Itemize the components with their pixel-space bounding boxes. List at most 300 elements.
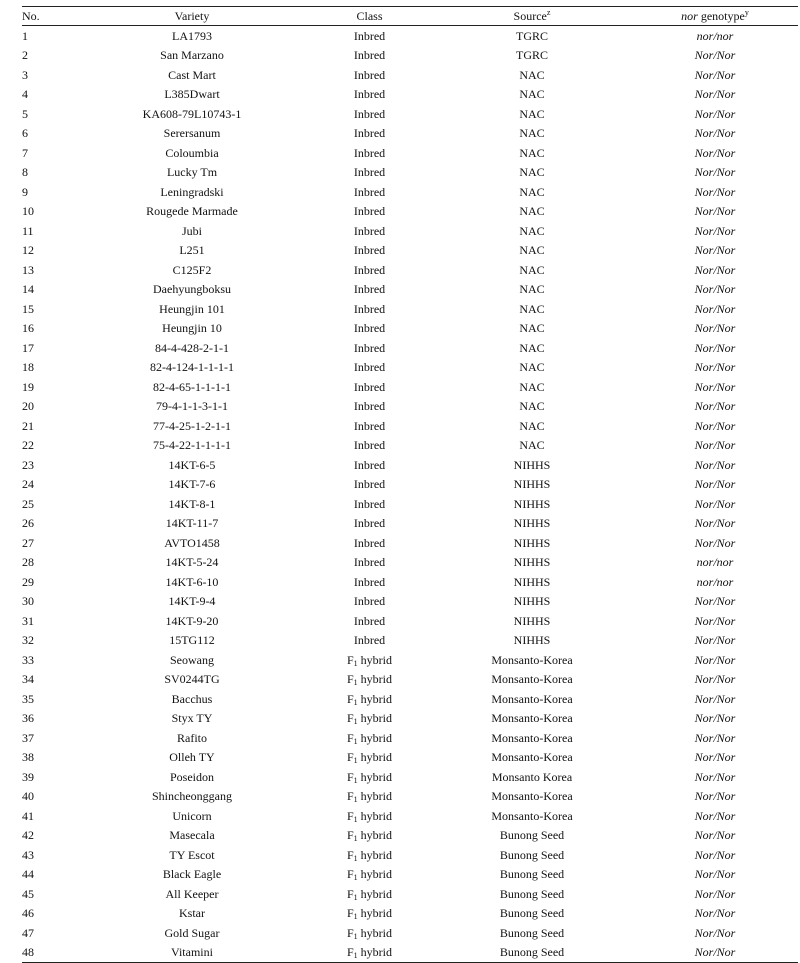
class-hybrid-subscript: 1: [353, 912, 358, 922]
variety-name: 77-4-25-1-2-1-1: [153, 418, 231, 433]
variety-source: NAC: [519, 106, 545, 121]
variety-class: Inbred: [353, 223, 386, 238]
class-hybrid-suffix: hybrid: [357, 652, 393, 667]
table-row: [22, 494, 798, 514]
variety-source: NAC: [519, 321, 545, 336]
variety-class: [307, 728, 432, 748]
header-genotype-gene: nor: [681, 9, 698, 23]
header-class: Class: [307, 7, 432, 26]
nor-genotype: Nor/Nor: [694, 223, 736, 238]
variety-name: Heungjin 10: [162, 321, 222, 336]
row-number: 12: [22, 243, 34, 258]
row-number: 39: [22, 769, 34, 784]
table-row: [22, 943, 798, 963]
variety-source: NAC: [519, 282, 545, 297]
class-hybrid-prefix: F: [346, 945, 354, 960]
variety-source: NAC: [519, 87, 545, 102]
row-number: 48: [22, 943, 77, 963]
row-number: 7: [22, 145, 28, 160]
class-hybrid-prefix: F: [346, 769, 354, 784]
table-row: [22, 221, 798, 241]
nor-genotype: Nor/Nor: [694, 496, 736, 511]
header-no: No.: [22, 7, 77, 26]
row-number: 8: [22, 165, 28, 180]
class-hybrid-subscript: 1: [353, 658, 358, 668]
table-row: [22, 865, 798, 885]
row-number: 42: [22, 828, 34, 843]
class-hybrid-suffix: hybrid: [357, 925, 393, 940]
nor-genotype: Nor/Nor: [694, 165, 736, 180]
class-hybrid-subscript: 1: [353, 892, 358, 902]
row-number: 30: [22, 594, 34, 609]
variety-name: Kstar: [179, 906, 205, 921]
variety-name: 82-4-124-1-1-1-1: [150, 360, 234, 375]
row-number: 3: [22, 67, 28, 82]
variety-source: Monsanto-Korea: [491, 808, 573, 823]
class-hybrid-suffix: hybrid: [357, 828, 393, 843]
row-number: 41: [22, 808, 34, 823]
variety-class: Inbred: [353, 399, 386, 414]
variety-name: 14KT-11-7: [165, 516, 219, 531]
table-row: [22, 904, 798, 924]
table-row: [22, 514, 798, 534]
table-row: [22, 806, 798, 826]
nor-genotype: Nor/Nor: [694, 106, 736, 121]
variety-source: NAC: [519, 204, 545, 219]
variety-name: Serersanum: [163, 126, 221, 141]
row-number: 25: [22, 496, 34, 511]
variety-source: NIHHS: [513, 457, 551, 472]
class-hybrid-prefix: F: [346, 672, 354, 687]
table-row: [22, 143, 798, 163]
row-number: 22: [22, 438, 34, 453]
variety-class: Inbred: [353, 262, 386, 277]
variety-name: 14KT-7-6: [168, 477, 216, 492]
row-number: 6: [22, 126, 28, 141]
variety-name: 14KT-6-5: [168, 457, 216, 472]
variety-name: AVTO1458: [164, 535, 220, 550]
variety-class: [307, 650, 432, 670]
variety-class: Inbred: [353, 67, 386, 82]
table-body: [22, 26, 798, 963]
class-hybrid-suffix: hybrid: [357, 867, 393, 882]
nor-genotype: nor/nor: [696, 28, 734, 43]
variety-class: [307, 884, 432, 904]
row-number: 43: [22, 847, 34, 862]
variety-source: TGRC: [515, 28, 548, 43]
class-hybrid-prefix: F: [346, 808, 354, 823]
row-number: 34: [22, 672, 34, 687]
nor-genotype: Nor/Nor: [694, 730, 736, 745]
row-number: 24: [22, 477, 34, 492]
table-row: [22, 572, 798, 592]
nor-genotype: Nor/Nor: [694, 282, 736, 297]
table-row: [22, 689, 798, 709]
class-hybrid-suffix: hybrid: [357, 750, 393, 765]
row-number: 37: [22, 730, 34, 745]
variety-name: Lucky Tm: [166, 165, 218, 180]
nor-genotype: Nor/Nor: [694, 301, 736, 316]
variety-name: TY Escot: [169, 847, 215, 862]
class-hybrid-subscript: 1: [353, 678, 358, 688]
variety-name: Leningradski: [160, 184, 224, 199]
table-row: [22, 65, 798, 85]
variety-source: NIHHS: [513, 555, 551, 570]
variety-class: [307, 943, 432, 963]
variety-source: NAC: [519, 165, 545, 180]
class-hybrid-suffix: hybrid: [357, 711, 393, 726]
variety-source: NAC: [519, 184, 545, 199]
nor-genotype: Nor/Nor: [694, 87, 736, 102]
variety-source: NIHHS: [513, 477, 551, 492]
variety-source: Monsanto-Korea: [491, 711, 573, 726]
table-row: [22, 884, 798, 904]
variety-name: KA608-79L10743-1: [142, 106, 242, 121]
table-row: [22, 670, 798, 690]
variety-source: NAC: [519, 67, 545, 82]
row-number: 27: [22, 535, 34, 550]
variety-name: Styx TY: [171, 711, 213, 726]
row-number: 20: [22, 399, 34, 414]
variety-class: Inbred: [353, 496, 386, 511]
header-variety: Variety: [77, 7, 307, 26]
class-hybrid-suffix: hybrid: [357, 672, 393, 687]
class-hybrid-suffix: hybrid: [357, 691, 393, 706]
header-source-label: Source: [513, 9, 547, 23]
variety-class: Inbred: [353, 516, 386, 531]
variety-name: SV0244TG: [164, 672, 220, 687]
variety-class: Inbred: [353, 633, 386, 648]
nor-genotype: Nor/Nor: [694, 184, 736, 199]
variety-class: Inbred: [353, 477, 386, 492]
table-row: [22, 631, 798, 651]
variety-source: NIHHS: [513, 594, 551, 609]
header-genotype-label: genotype: [697, 9, 745, 23]
nor-genotype: Nor/Nor: [694, 711, 736, 726]
variety-source: Bunong Seed: [499, 828, 565, 843]
variety-source: Monsanto-Korea: [491, 672, 573, 687]
nor-genotype: Nor/Nor: [694, 243, 736, 258]
variety-source: NIHHS: [513, 516, 551, 531]
variety-class: Inbred: [353, 360, 386, 375]
table-row: [22, 455, 798, 475]
variety-name: Bacchus: [171, 691, 213, 706]
variety-source: Monsanto-Korea: [491, 789, 573, 804]
variety-class: Inbred: [353, 145, 386, 160]
variety-class: Inbred: [353, 282, 386, 297]
variety-source: NAC: [519, 418, 545, 433]
nor-genotype: Nor/Nor: [694, 847, 736, 862]
class-hybrid-prefix: F: [346, 847, 354, 862]
table-row: [22, 397, 798, 417]
variety-name: Cast Mart: [168, 67, 216, 82]
variety-name: Olleh TY: [169, 750, 215, 765]
variety-source: Bunong Seed: [499, 847, 565, 862]
variety-name: 79-4-1-1-3-1-1: [156, 399, 228, 414]
class-hybrid-prefix: F: [346, 789, 354, 804]
variety-class: Inbred: [353, 340, 386, 355]
table-row: [22, 436, 798, 456]
nor-genotype: Nor/Nor: [694, 613, 736, 628]
variety-class: Inbred: [353, 87, 386, 102]
variety-class: Inbred: [353, 379, 386, 394]
variety-class: Inbred: [353, 321, 386, 336]
variety-name: Daehyungboksu: [153, 282, 231, 297]
variety-source: Bunong Seed: [499, 886, 565, 901]
row-number: 26: [22, 516, 34, 531]
class-hybrid-prefix: F: [346, 730, 354, 745]
nor-genotype: Nor/Nor: [694, 457, 736, 472]
variety-source: NAC: [519, 301, 545, 316]
nor-genotype: Nor/Nor: [694, 535, 736, 550]
table-row: [22, 202, 798, 222]
variety-name: San Marzano: [160, 48, 224, 63]
nor-genotype: Nor/Nor: [694, 750, 736, 765]
variety-class: [307, 767, 432, 787]
header-genotype-footnote: y: [744, 8, 749, 17]
row-number: 45: [22, 886, 34, 901]
variety-class: [307, 670, 432, 690]
header-source: [432, 7, 632, 26]
table-row: [22, 338, 798, 358]
variety-name: 14KT-6-10: [165, 574, 219, 589]
variety-class: Inbred: [353, 184, 386, 199]
variety-source: Bunong Seed: [499, 867, 565, 882]
class-hybrid-subscript: 1: [353, 736, 358, 746]
variety-class: Inbred: [353, 613, 386, 628]
variety-class: Inbred: [353, 126, 386, 141]
row-number: 32: [22, 633, 34, 648]
variety-class: [307, 787, 432, 807]
variety-class: Inbred: [353, 457, 386, 472]
variety-class: [307, 923, 432, 943]
class-hybrid-suffix: hybrid: [357, 906, 393, 921]
nor-genotype: Nor/Nor: [694, 262, 736, 277]
nor-genotype: Nor/Nor: [694, 652, 736, 667]
variety-source: TGRC: [515, 48, 548, 63]
class-hybrid-subscript: 1: [353, 795, 358, 805]
table-row: [22, 845, 798, 865]
class-hybrid-prefix: F: [346, 691, 354, 706]
table-row: [22, 377, 798, 397]
header-genotype: [632, 7, 798, 26]
nor-genotype: Nor/Nor: [694, 925, 736, 940]
row-number: 1: [22, 28, 28, 43]
nor-genotype: Nor/Nor: [694, 808, 736, 823]
variety-source: NAC: [519, 243, 545, 258]
nor-genotype: Nor/Nor: [694, 126, 736, 141]
header-row: [22, 7, 798, 26]
row-number: 14: [22, 282, 34, 297]
row-number: 31: [22, 613, 34, 628]
row-number: 16: [22, 321, 34, 336]
variety-class: [307, 845, 432, 865]
nor-genotype: Nor/Nor: [694, 399, 736, 414]
table-row: [22, 260, 798, 280]
variety-name: C125F2: [172, 262, 212, 277]
variety-name: L251: [179, 243, 205, 258]
variety-name: Heungjin 101: [159, 301, 225, 316]
table-row: [22, 553, 798, 573]
nor-genotype: Nor/Nor: [694, 828, 736, 843]
variety-name: Masecala: [169, 828, 215, 843]
variety-name: Rougede Marmade: [146, 204, 238, 219]
row-number: 47: [22, 925, 34, 940]
variety-class: Inbred: [353, 243, 386, 258]
row-number: 5: [22, 106, 28, 121]
variety-name: 14KT-9-20: [165, 613, 219, 628]
class-hybrid-prefix: F: [346, 828, 354, 843]
variety-class: Inbred: [353, 28, 386, 43]
table-row: [22, 124, 798, 144]
row-number: 4: [22, 87, 28, 102]
row-number: 15: [22, 301, 34, 316]
nor-genotype: Nor/Nor: [694, 867, 736, 882]
variety-source: NAC: [519, 340, 545, 355]
class-hybrid-subscript: 1: [353, 775, 358, 785]
table-row: [22, 728, 798, 748]
nor-genotype: Nor/Nor: [694, 145, 736, 160]
table-row: [22, 182, 798, 202]
nor-genotype: Nor/Nor: [694, 379, 736, 394]
variety-class: Inbred: [353, 204, 386, 219]
table-row: [22, 163, 798, 183]
row-number: 23: [22, 457, 34, 472]
variety-name: All Keeper: [165, 886, 219, 901]
table-row: [22, 241, 798, 261]
class-hybrid-prefix: F: [346, 867, 354, 882]
class-hybrid-prefix: F: [346, 652, 354, 667]
nor-genotype: nor/nor: [696, 574, 734, 589]
variety-source: Monsanto-Korea: [491, 750, 573, 765]
nor-genotype: Nor/Nor: [694, 672, 736, 687]
table-row: [22, 650, 798, 670]
row-number: 36: [22, 711, 34, 726]
class-hybrid-prefix: F: [346, 711, 354, 726]
header-source-footnote: z: [546, 8, 551, 17]
variety-name: Rafito: [177, 730, 207, 745]
variety-source: NAC: [519, 360, 545, 375]
variety-name: 82-4-65-1-1-1-1: [153, 379, 231, 394]
variety-name: 14KT-5-24: [165, 555, 219, 570]
class-hybrid-suffix: hybrid: [357, 847, 393, 862]
variety-source: NAC: [519, 262, 545, 277]
variety-source: NAC: [519, 145, 545, 160]
variety-source: Monsanto-Korea: [491, 691, 573, 706]
nor-genotype: Nor/Nor: [694, 594, 736, 609]
variety-name: 14KT-9-4: [168, 594, 216, 609]
variety-class: Inbred: [353, 106, 386, 121]
variety-class: [307, 689, 432, 709]
nor-genotype: Nor/Nor: [694, 340, 736, 355]
variety-name: Unicorn: [172, 808, 212, 823]
variety-source: NIHHS: [513, 496, 551, 511]
class-hybrid-subscript: 1: [353, 931, 358, 941]
variety-name: Black Eagle: [162, 867, 222, 882]
row-number: 19: [22, 379, 34, 394]
table-row: [22, 611, 798, 631]
variety-class: Inbred: [353, 48, 386, 63]
nor-genotype: Nor/Nor: [694, 321, 736, 336]
row-number: 33: [22, 652, 34, 667]
variety-source: Monsanto Korea: [491, 769, 573, 784]
variety-name: Vitamini: [77, 943, 307, 963]
class-hybrid-subscript: 1: [353, 873, 358, 883]
variety-class: Inbred: [353, 418, 386, 433]
row-number: 40: [22, 789, 34, 804]
nor-genotype: Nor/Nor: [694, 67, 736, 82]
nor-genotype: Nor/Nor: [694, 48, 736, 63]
variety-source: NIHHS: [513, 574, 551, 589]
class-hybrid-prefix: F: [346, 906, 354, 921]
class-hybrid-prefix: F: [346, 886, 354, 901]
class-hybrid-suffix: hybrid: [357, 808, 393, 823]
variety-source: NIHHS: [513, 613, 551, 628]
variety-class: [307, 709, 432, 729]
nor-genotype: Nor/Nor: [694, 769, 736, 784]
nor-genotype: Nor/Nor: [694, 691, 736, 706]
table-row: [22, 358, 798, 378]
variety-class: [307, 748, 432, 768]
variety-name: 15TG112: [169, 633, 215, 648]
row-number: 21: [22, 418, 34, 433]
variety-source: NIHHS: [513, 633, 551, 648]
class-hybrid-prefix: F: [346, 925, 354, 940]
variety-source: NIHHS: [513, 535, 551, 550]
row-number: 13: [22, 262, 34, 277]
variety-name: Jubi: [181, 223, 202, 238]
variety-name: LA1793: [172, 28, 212, 43]
variety-class: Inbred: [353, 594, 386, 609]
class-hybrid-subscript: 1: [353, 853, 358, 863]
row-number: 29: [22, 574, 34, 589]
table-row: [22, 826, 798, 846]
nor-genotype: nor/nor: [696, 555, 734, 570]
nor-genotype: Nor/Nor: [694, 477, 736, 492]
variety-name: Coloumbia: [165, 145, 219, 160]
class-hybrid-suffix: hybrid: [357, 886, 393, 901]
variety-class: [307, 806, 432, 826]
nor-genotype: Nor/Nor: [694, 204, 736, 219]
row-number: 35: [22, 691, 34, 706]
variety-name: L385Dwart: [164, 87, 220, 102]
variety-source: NAC: [519, 379, 545, 394]
nor-genotype: Nor/Nor: [694, 438, 736, 453]
variety-name: 84-4-428-2-1-1: [155, 340, 229, 355]
class-hybrid-subscript: 1: [353, 951, 358, 961]
variety-table: [22, 6, 798, 963]
nor-genotype: Nor/Nor: [694, 360, 736, 375]
variety-source: Bunong Seed: [432, 943, 632, 963]
variety-class: [307, 826, 432, 846]
table-row: [22, 85, 798, 105]
variety-class: Inbred: [353, 535, 386, 550]
variety-source: Monsanto-Korea: [491, 730, 573, 745]
class-hybrid-subscript: 1: [353, 834, 358, 844]
table-row: [22, 416, 798, 436]
class-hybrid-prefix: F: [346, 750, 354, 765]
row-number: 46: [22, 906, 34, 921]
variety-name: Poseidon: [169, 769, 214, 784]
class-hybrid-suffix: hybrid: [357, 945, 393, 960]
table-row: [22, 26, 798, 46]
table-row: [22, 280, 798, 300]
row-number: 9: [22, 184, 28, 199]
row-number: 10: [22, 204, 34, 219]
nor-genotype: Nor/Nor: [694, 418, 736, 433]
nor-genotype: Nor/Nor: [694, 633, 736, 648]
nor-genotype: Nor/Nor: [694, 789, 736, 804]
